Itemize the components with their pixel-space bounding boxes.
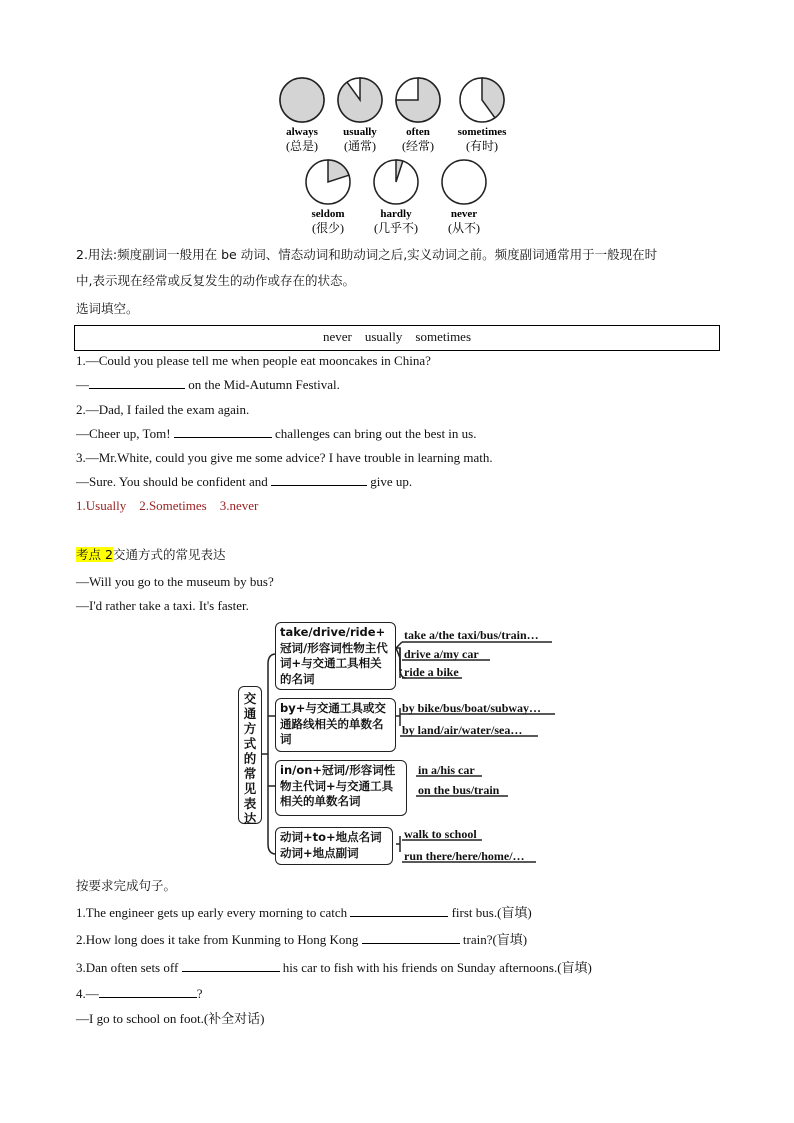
q1-answer-line: — on the Mid-Autumn Festival. [76,377,340,392]
q3-answer-line: —Sure. You should be confident and give up. [76,474,413,489]
branch-by-label: by+与交通工具或交通路线相关的单数名词 [280,701,386,746]
exercise1-instruction: 选词填空。 [76,301,139,316]
frequency-pie-chart [270,70,530,240]
pie-fill [280,78,324,122]
blank-2[interactable] [174,425,272,438]
pie-label-en: often [406,126,430,138]
blank-3[interactable] [271,473,367,486]
mindmap-branch-by [275,698,396,752]
ex2-q4: 4.— ? [76,986,203,1001]
mindmap-branch-verb [275,827,393,865]
pie-label-en: always [286,126,318,138]
q2-question: 2.—Dad, I failed the exam again. [76,402,250,417]
section-title: 交通方式的常见表达 [112,547,226,562]
pie-often [396,78,440,153]
pie-label-en: hardly [380,208,412,220]
exercise2-instruction: 按要求完成句子。 [76,878,177,893]
pie-label-en: seldom [311,208,345,220]
ex2-blank-2[interactable] [362,931,460,944]
pie-label-zh: (经常) [402,139,434,153]
usage-line-2: 中,表示现在经常或反复发生的动作或存在的状态。 [76,273,355,288]
pie-label-zh: (通常) [344,139,376,153]
section-tag: 考点 2 [76,547,113,562]
branch-take-label: take/drive/ride+ 冠词/形容词性物主代词+与交通工具相关的名词 [280,625,388,686]
mindmap-branch-take [275,622,396,690]
pie-outline [442,160,486,204]
ex2-q2: 2.How long does it take from Kunming to Hong Kong train?(盲填) [76,932,528,947]
pie-usually [338,78,382,153]
ex2-q4-reply: —I go to school on foot.(补全对话) [76,1011,265,1026]
usage-line-1: 2.用法:频度副词一般用在 be 动词、情态动词和助动词之后,实义动词之前。频度副词通常用于一般现在时 [76,247,658,262]
leaf-by-2: by land/air/water/sea… [402,723,523,737]
q1-question: 1.—Could you please tell me when people eat mooncakes in China? [76,353,431,368]
ex2-q1: 1.The engineer gets up early every morning to catch first bus.(盲填) [76,905,532,920]
leaf-take-2: drive a/my car [404,647,479,661]
leaf-in-on-1: in a/his car [418,763,475,777]
ex2-blank-4[interactable] [99,985,197,998]
leaf-in-on-2: on the bus/train [418,783,500,797]
leaf-take-1: take a/the taxi/bus/train… [404,628,539,642]
ex2-blank-3[interactable] [182,959,280,972]
dialog-line-1: —Will you go to the museum by bus? [76,574,274,589]
branch-in-on-label: in/on+冠词/形容词性物主代词+与交通工具相关的单数名词 [280,763,396,808]
pie-label-en: sometimes [457,126,507,138]
section-2-heading [76,546,225,564]
word-box-text: never usually sometimes [322,329,472,344]
answers: 1.Usually 2.Sometimes 3.never [76,498,259,513]
pie-seldom [306,160,350,235]
pie-never [442,160,486,235]
pie-label-zh: (有时) [466,139,498,153]
pie-sometimes [458,78,508,153]
blank-1[interactable] [89,376,185,389]
leaf-take-3: ride a bike [404,665,459,679]
pie-slice [338,78,382,122]
pie-always [280,78,324,153]
mindmap-branch-in-on [275,760,407,816]
pie-label-zh: (很少) [312,221,344,235]
pie-label-zh: (从不) [448,221,480,235]
pie-label-zh: (总是) [286,139,318,153]
ex2-blank-1[interactable] [350,904,448,917]
q2-answer-line: —Cheer up, Tom! challenges can bring out the best in us. [76,426,477,441]
word-box [74,325,720,351]
dialog-line-2: —I'd rather take a taxi. It's faster. [76,598,249,613]
mindmap-root [238,686,262,824]
pie-hardly [374,160,418,235]
q3-question: 3.—Mr.White, could you give me some advice? I have trouble in learning math. [76,450,493,465]
branch-verb-label: 动词+to+地点名词 动词+地点副词 [280,830,382,860]
pie-label-en: never [450,208,478,220]
pie-label-zh: (几乎不) [374,221,418,235]
pie-label-en: usually [343,126,377,138]
leaf-by-1: by bike/bus/boat/subway… [402,701,542,715]
leaf-verb-2: run there/here/home/… [404,849,525,863]
mindmap-root-label: 交通方式的常见表达 [243,691,257,826]
ex2-q3: 3.Dan often sets off his car to fish with his friends on Sunday afternoons.(盲填) [76,960,592,975]
leaf-verb-1: walk to school [404,827,477,841]
